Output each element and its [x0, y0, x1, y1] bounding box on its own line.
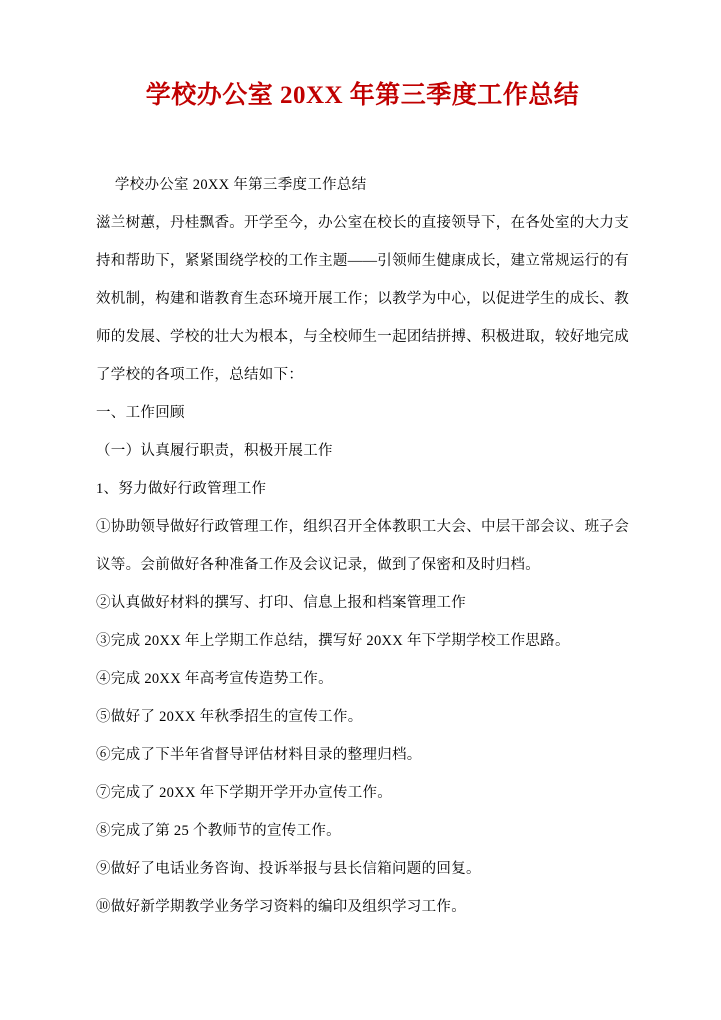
paragraph-intro: 滋兰树蕙，丹桂飘香。开学至今，办公室在校长的直接领导下，在各处室的大力支持和帮助下，紧紧围绕学校的工作主题——引领师生健康成长，建立常规运行的有效机制，构建和谐教育生态环境开展工作；以教学为中心，以促进学生的成长、教师的发展、学校的壮大为根本，与全校师生一起团结拼搏、积极进取，较好地完成了学校的各项工作，总结如下：: [96, 215, 629, 383]
list-item-4: ④完成 20XX 年高考宣传造势工作。: [96, 671, 333, 687]
document-title: 学校办公室 20XX 年第三季度工作总结: [145, 82, 580, 109]
heading-admin-work: 1、努力做好行政管理工作: [96, 481, 267, 497]
list-item-2: ②认真做好材料的撰写、打印、信息上报和档案管理工作: [96, 595, 466, 611]
heading-work-review: 一、工作回顾: [96, 405, 185, 421]
heading-perform-duties: （一）认真履行职责，积极开展工作: [96, 443, 333, 459]
document-body: [96, 166, 629, 926]
list-item-6: ⑥完成了下半年省督导评估材料目录的整理归档。: [96, 747, 422, 763]
list-item-7: ⑦完成了 20XX 年下学期开学开办宣传工作。: [96, 785, 393, 801]
paragraph-doc-subtitle: 学校办公室 20XX 年第三季度工作总结: [114, 177, 367, 193]
list-item-8: ⑧完成了第 25 个教师节的宣传工作。: [96, 823, 341, 839]
list-item-5: ⑤做好了 20XX 年秋季招生的宣传工作。: [96, 709, 363, 725]
list-item-1: ①协助领导做好行政管理工作，组织召开全体教职工大会、中层干部会议、班子会议等。会前做好各种准备工作及会议记录，做到了保密和及时归档。: [96, 519, 629, 573]
list-item-10: ⑩做好新学期教学业务学习资料的编印及组织学习工作。: [96, 899, 466, 915]
list-item-3: ③完成 20XX 年上学期工作总结，撰写好 20XX 年下学期学校工作思路。: [96, 633, 570, 649]
list-item-9: ⑨做好了电话业务咨询、投诉举报与县长信箱问题的回复。: [96, 861, 481, 877]
